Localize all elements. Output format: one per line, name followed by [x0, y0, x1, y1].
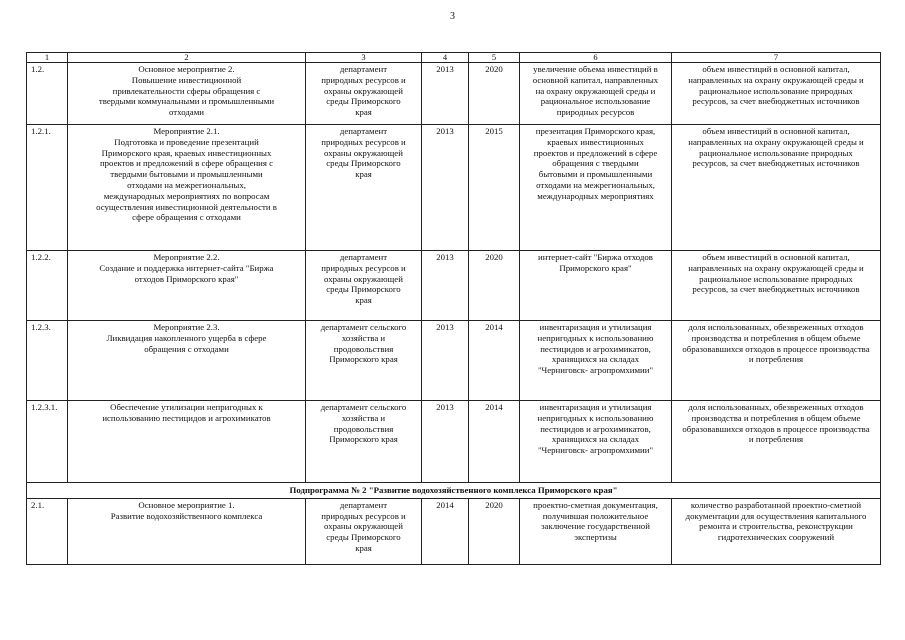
measure-name: Обеспечение утилизации непригодных к использованию пестицидов и агрохимикатов	[102, 402, 271, 423]
end-year: 2014	[485, 402, 503, 412]
target-indicator-cell	[672, 251, 881, 321]
start-year: 2013	[436, 64, 454, 74]
target-indicator-cell	[672, 498, 881, 564]
start-year-cell	[422, 63, 469, 125]
column-header: 6	[520, 53, 672, 63]
column-header: 2	[68, 53, 306, 63]
row-number-cell	[27, 125, 68, 251]
row-number-cell	[27, 63, 68, 125]
start-year: 2013	[436, 252, 454, 262]
row-number: 1.2.3.	[31, 322, 51, 332]
executor-cell	[306, 63, 422, 125]
measure-name-cell	[68, 321, 306, 401]
executor: департамент сельского хозяйства и продовольствия Приморского края	[320, 402, 407, 445]
row-number-cell	[27, 401, 68, 483]
end-year: 2020	[485, 64, 503, 74]
expected-result-cell	[520, 63, 672, 125]
table-row	[27, 125, 881, 251]
expected-result: интернет-сайт "Биржа отходов Приморского края"	[538, 252, 653, 273]
expected-result-cell	[520, 321, 672, 401]
executor: департамент природных ресурсов и охраны окружающей среды Приморского края	[321, 499, 406, 553]
target-indicator: объем инвестиций в основной капитал, направленных на охрану окружающей среды и рациональное использование природных ресурсов, за счет внебюджетных источников	[688, 64, 864, 107]
row-number: 2.1.	[31, 499, 45, 510]
target-indicator-cell	[672, 125, 881, 251]
expected-result: инвентаризация и утилизация непригодных к использованию пестицидов и агрохимикатов, хранящихся на складах "Черниговск- агропромхимии"	[537, 322, 654, 376]
measure-name-cell	[68, 125, 306, 251]
start-year: 2013	[436, 126, 454, 136]
expected-result-cell	[520, 125, 672, 251]
target-indicator: объем инвестиций в основной капитал, направленных на охрану окружающей среды и рациональное использование природных ресурсов, за счет внебюджетных источников	[688, 126, 864, 169]
measure-name-cell	[68, 251, 306, 321]
start-year-cell	[422, 125, 469, 251]
subprogram-row	[27, 483, 881, 499]
table-header-row	[27, 53, 881, 63]
executor-cell	[306, 401, 422, 483]
executor: департамент сельского хозяйства и продовольствия Приморского края	[320, 322, 407, 365]
executor-cell	[306, 498, 422, 564]
measure-name-cell	[68, 63, 306, 125]
end-year: 2020	[485, 499, 503, 510]
measure-name: Мероприятие 2.1. Подготовка и проведение презентаций Приморского края, краевых инвестиционных проектов и предложений в сфере обращения с твердыми бытовыми и промышленными отходами на межрегиональных, международных мероприятиях по вопросам осуществления инвестиционной деятельности в сфере обращения с отходами	[96, 126, 277, 223]
measure-name-cell	[68, 498, 306, 564]
measure-name: Мероприятие 2.2. Создание и поддержка интернет-сайта "Биржа отходов Приморского края"	[99, 252, 274, 284]
measures-table	[26, 52, 881, 565]
row-number-cell	[27, 251, 68, 321]
start-year-cell	[422, 498, 469, 564]
measure-name: Мероприятие 2.3. Ликвидация накопленного ущерба в сфере обращения с отходами	[106, 322, 267, 354]
row-number-cell	[27, 498, 68, 564]
end-year: 2020	[485, 252, 503, 262]
start-year: 2014	[436, 499, 454, 510]
start-year-cell	[422, 321, 469, 401]
measure-name-cell	[68, 401, 306, 483]
target-indicator: доля использованных, обезвреженных отходов производства и потребления в общем объеме образовавшихся отходов в процессе производства и потребления	[682, 322, 870, 365]
expected-result: инвентаризация и утилизация непригодных к использованию пестицидов и агрохимикатов, хранящихся на складах "Черниговск- агропромхимии"	[537, 402, 654, 456]
column-header: 4	[422, 53, 469, 63]
end-year-cell	[469, 498, 520, 564]
target-indicator-cell	[672, 63, 881, 125]
table-row	[27, 321, 881, 401]
end-year-cell	[469, 63, 520, 125]
expected-result: проектно-сметная документация, получившая положительное заключение государственной экспертизы	[533, 499, 658, 543]
executor: департамент природных ресурсов и охраны окружающей среды Приморского края	[321, 252, 406, 306]
row-number: 1.2.3.1.	[31, 402, 58, 412]
executor-cell	[306, 251, 422, 321]
end-year: 2014	[485, 322, 503, 332]
table-row	[27, 251, 881, 321]
row-number: 1.2.2.	[31, 252, 51, 262]
executor-cell	[306, 321, 422, 401]
expected-result-cell	[520, 401, 672, 483]
row-number: 1.2.	[31, 64, 45, 74]
end-year-cell	[469, 321, 520, 401]
measure-name: Основное мероприятие 1. Развитие водохозяйственного комплекса	[110, 499, 263, 521]
executor: департамент природных ресурсов и охраны окружающей среды Приморского края	[321, 126, 406, 180]
column-header: 1	[27, 53, 68, 63]
end-year-cell	[469, 125, 520, 251]
target-indicator-cell	[672, 401, 881, 483]
start-year: 2013	[436, 402, 454, 412]
end-year-cell	[469, 401, 520, 483]
target-indicator: доля использованных, обезвреженных отходов производства и потребления в общем объеме образовавшихся отходов в процессе производства и потребления	[682, 402, 870, 445]
end-year-cell	[469, 251, 520, 321]
executor: департамент природных ресурсов и охраны окружающей среды Приморского края	[321, 64, 406, 118]
start-year-cell	[422, 401, 469, 483]
subprogram-title: Подпрограмма № 2 "Развитие водохозяйственного комплекса Приморского края"	[27, 483, 881, 499]
row-number-cell	[27, 321, 68, 401]
target-indicator: количество разработанной проектно-сметной документации для осуществления капитального ремонта и строительства, реконструкции гидротехнических сооружений	[685, 499, 867, 543]
table-row	[27, 401, 881, 483]
table-body	[27, 53, 881, 565]
end-year: 2015	[485, 126, 503, 136]
start-year-cell	[422, 251, 469, 321]
expected-result: презентация Приморского края, краевых инвестиционных проектов и предложений в сфере обращения с твердыми бытовыми и промышленными отходами на межрегиональных, международных мероприятиях	[533, 126, 658, 201]
expected-result: увеличение объема инвестиций в основной капитал, направленных на охрану окружающей среды и рациональное использование природных ресурсов	[532, 64, 659, 118]
column-header: 5	[469, 53, 520, 63]
column-header: 3	[306, 53, 422, 63]
start-year: 2013	[436, 322, 454, 332]
target-indicator-cell	[672, 321, 881, 401]
page-number: 3	[450, 11, 455, 22]
executor-cell	[306, 125, 422, 251]
table-row	[27, 498, 881, 564]
target-indicator: объем инвестиций в основной капитал, направленных на охрану окружающей среды и рациональное использование природных ресурсов, за счет внебюджетных источников	[688, 252, 864, 295]
measure-name: Основное мероприятие 2. Повышение инвестиционной привлекательности сферы обращения с твердыми коммунальными и промышленными отходами	[98, 64, 275, 118]
table-row	[27, 63, 881, 125]
expected-result-cell	[520, 498, 672, 564]
column-header: 7	[672, 53, 881, 63]
expected-result-cell	[520, 251, 672, 321]
row-number: 1.2.1.	[31, 126, 51, 136]
